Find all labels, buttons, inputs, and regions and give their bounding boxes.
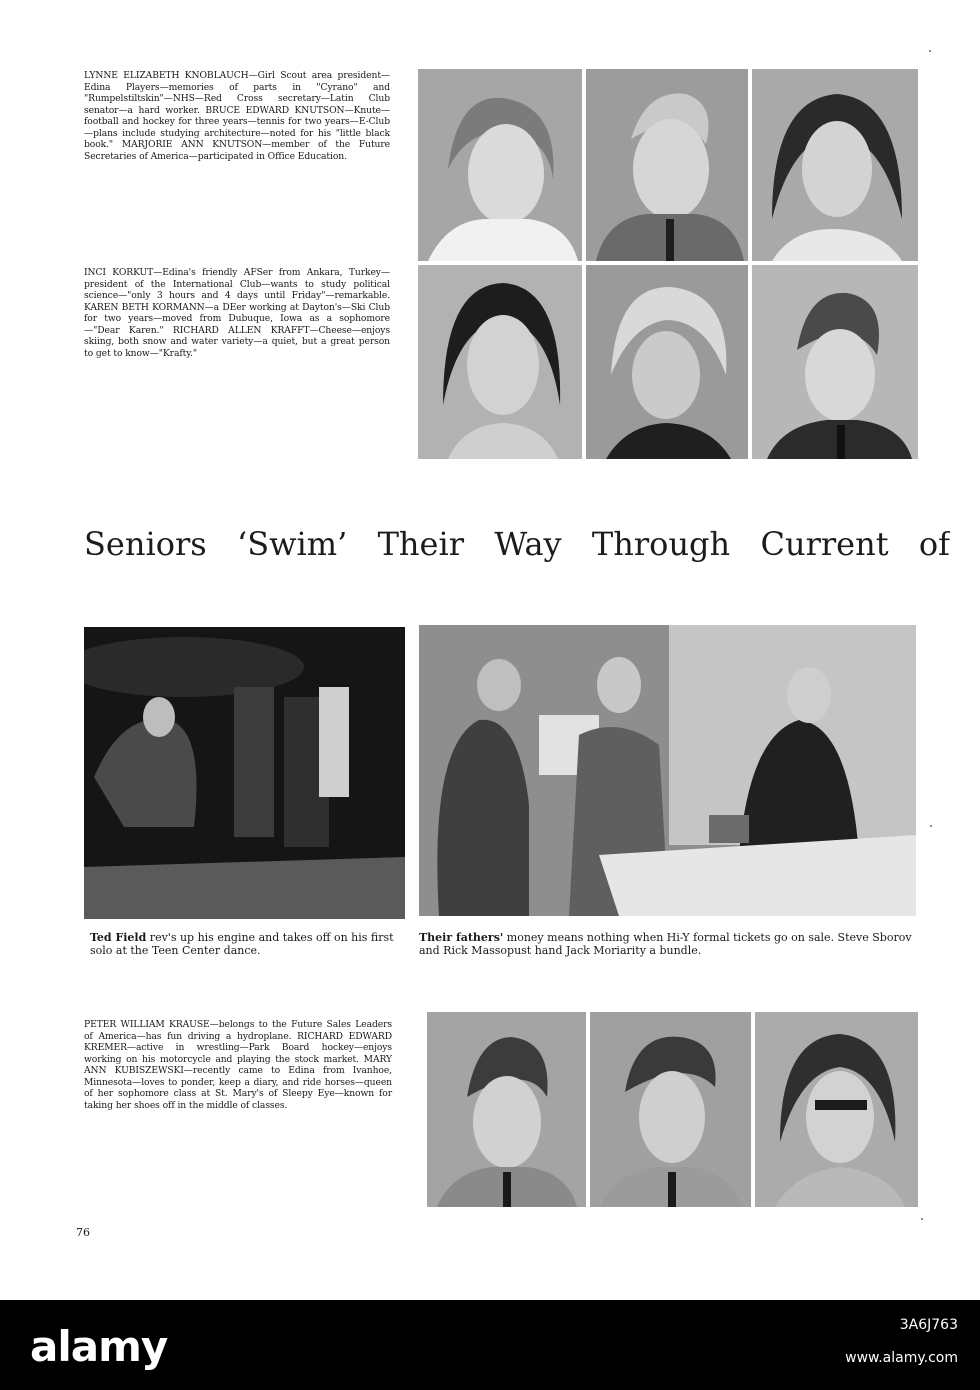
print-speck (930, 825, 932, 827)
watermark-footer (0, 1300, 980, 1390)
portrait-photo (752, 265, 918, 459)
portrait-photo (418, 69, 582, 261)
headline-word: of (918, 525, 950, 563)
bio-korkut-kormann-krafft (84, 267, 390, 359)
portrait-photo (586, 69, 748, 261)
page-number: 76 (76, 1226, 90, 1239)
site-url: www.alamy.com (845, 1350, 958, 1366)
bio-text: INCI KORKUT—Edina's friendly AFSer from Ankara, Turkey—president of the International Club—wants to study political science—"only 3 hours and 4 days until Friday"—remarkable. KAREN BETH KORMANN—a DEer working at Dayton's—Ski Club for two years—moved from Dubuque, Iowa as a sophomore—"Dear Karen." RICHARD ALLEN KRAFFT—Cheese—enjoys skiing, both snow and water variety—a quiet, but a great person to get to know—"Krafty." (84, 267, 390, 359)
headline-word: Seniors (84, 525, 207, 563)
dance-photo (84, 627, 405, 919)
portrait-photo (586, 265, 748, 459)
print-speck (929, 50, 931, 52)
image-id: 3A6J763 (899, 1317, 958, 1333)
alamy-logo: alamy (30, 1322, 168, 1371)
portrait-photo (752, 69, 918, 261)
headline-word: Current (760, 525, 889, 563)
headline-word: Their (377, 525, 464, 563)
portrait-photo (418, 265, 582, 459)
portrait-photo (427, 1012, 586, 1207)
bio-text: LYNNE ELIZABETH KNOBLAUCH—Girl Scout area president—Edina Players—memories of parts in "Cyrano" and "Rumpelstiltskin"—NHS—Red Cross secretary—Latin Club senator—a hard worker. BRUCE EDWARD KNUTSON—Knute—football and hockey for three years—tennis for two years—E-Club—plans include studying architecture—noted for his "little black book." MARJORIE ANN KNUTSON—member of the Future Secretaries of America—participated in Office Education. (84, 70, 390, 162)
caption-bold-lead: Their fathers' (419, 931, 504, 944)
headline-word: ‘Swim’ (237, 525, 348, 563)
ticket-caption (419, 931, 929, 957)
ticket-sale-photo (419, 625, 916, 916)
print-speck (921, 1218, 923, 1220)
bio-krause-kremer-kubiszewski (84, 1019, 392, 1111)
caption-text: money means nothing when Hi-Y formal tickets go on sale. Steve Sborov and Rick Massopust hand Jack Moriarity a bundle. (419, 931, 912, 957)
bio-knoblauch-knutson (84, 70, 390, 162)
headline-word: Way (494, 525, 562, 563)
bio-text: PETER WILLIAM KRAUSE—belongs to the Future Sales Leaders of America—has fun driving a hydroplane. RICHARD EDWARD KREMER—active in wrestling—Park Board hockey—enjoys working on his motorcycle and playing the stock market. MARY ANN KUBISZEWSKI—recently came to Edina from Ivanhoe, Minnesota—loves to ponder, keep a diary, and ride horses—queen of her sophomore class at St. Mary's of Sleepy Eye—known for taking her shoes off in the middle of classes. (84, 1019, 392, 1111)
page-headline (84, 520, 950, 568)
portrait-photo (590, 1012, 751, 1207)
caption-bold-name: Ted Field (90, 931, 147, 944)
caption-text: rev's up his engine and takes off on his first solo at the Teen Center dance. (90, 931, 394, 957)
dance-caption (90, 931, 410, 957)
portrait-photo (755, 1012, 918, 1207)
headline-word: Through (591, 525, 731, 563)
